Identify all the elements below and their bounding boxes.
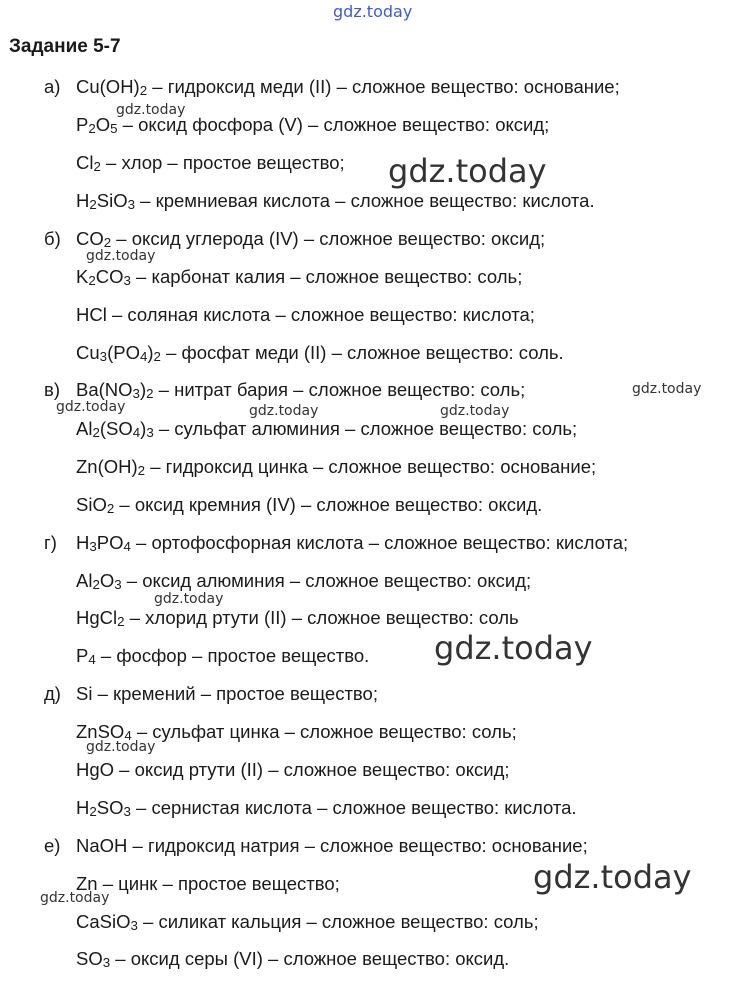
chemical-formula: Si (76, 683, 93, 704)
watermark: gdz.today (56, 399, 126, 415)
chemical-formula: $Zn(OH)_2$ (76, 456, 146, 478)
formula-description: – силикат кальция – сложное вещество: соль; (137, 911, 539, 932)
section-a-label: а) (44, 76, 61, 97)
answer-line-v4 (76, 494, 542, 516)
chemical-formula: HgO (76, 759, 115, 780)
answer-line-g3 (76, 607, 519, 629)
chemical-formula: HgCl$_2$ (76, 607, 125, 629)
chemical-formula: $P_4$ (76, 645, 96, 667)
chemical-formula: $Ba(NO_3)_2$ (76, 379, 154, 401)
chemical-formula: $P_2O_5$ (76, 114, 118, 136)
answer-line-e2 (76, 873, 340, 895)
watermark: gdz.today (434, 629, 593, 667)
chemical-formula: ZnSO$_4$ (76, 721, 132, 743)
watermark: gdz.today (440, 403, 510, 419)
formula-description: – кремниевая кислота – сложное вещество: кислота. (135, 190, 595, 211)
answer-line-b3 (76, 304, 535, 326)
formula-description: – оксид ртути (II) – сложное вещество: оксид; (114, 759, 510, 780)
formula-description: – соляная кислота – сложное вещество: кислота; (106, 304, 535, 325)
answer-line-a3 (76, 152, 345, 174)
answer-line-v1 (76, 379, 525, 401)
chemical-formula: HCl (76, 304, 107, 325)
watermark: gdz.today (86, 248, 156, 264)
formula-description: – оксид углерода (IV) – сложное вещество: оксид; (111, 228, 546, 249)
formula-description: – оксид серы (VI) – сложное вещество: оксид. (110, 948, 510, 969)
answer-line-e1 (76, 835, 588, 857)
answer-line-a1 (76, 76, 620, 98)
section-v-label: в) (44, 379, 60, 400)
watermark: gdz.today (116, 102, 186, 118)
chemical-formula: $SO_3$ (76, 948, 111, 970)
chemical-formula: $Cu_3(PO_4)_2$ (76, 342, 161, 364)
answer-line-d1 (76, 683, 378, 705)
formula-description: – ортофосфорная кислота – сложное вещество: кислота; (130, 532, 629, 553)
section-b-label: б) (44, 228, 61, 249)
chemical-formula: $Cu(OH)_2$ (76, 76, 148, 98)
watermark-top: gdz.today (333, 2, 413, 21)
watermark: gdz.today (40, 890, 110, 906)
chemical-formula: Zn (76, 873, 98, 894)
answer-line-b4 (76, 342, 564, 364)
formula-description: – гидроксид меди (II) – сложное вещество: основание; (147, 76, 620, 97)
answer-line-e4 (76, 948, 509, 970)
answer-line-g2 (76, 570, 531, 592)
chemical-formula: NaOH (76, 835, 128, 856)
formula-description: – фосфат меди (II) – сложное вещество: соль. (160, 342, 564, 363)
chemical-formula: $H_2SO_3$ (76, 797, 131, 819)
watermark: gdz.today (154, 591, 224, 607)
watermark: gdz.today (388, 152, 547, 190)
formula-description: – сульфат цинка – сложное вещество: соль; (131, 721, 517, 742)
formula-description: – карбонат калия – сложное вещество: соль; (130, 266, 523, 287)
chemical-formula: $H_3PO_4$ (76, 532, 131, 554)
formula-description: – хлор – простое вещество; (100, 152, 345, 173)
answer-line-d3 (76, 759, 510, 781)
formula-description: – гидроксид цинка – сложное вещество: основание; (145, 456, 597, 477)
formula-description: – нитрат бария – сложное вещество: соль; (153, 379, 526, 400)
formula-description: – хлорид ртути (II) – сложное вещество: соль (124, 607, 519, 628)
answer-line-g4 (76, 645, 369, 667)
chemical-formula: $Cl_2$ (76, 152, 101, 174)
answer-line-d4 (76, 797, 577, 819)
watermark: gdz.today (533, 858, 692, 896)
chemical-formula: SiO$_2$ (76, 494, 115, 516)
formula-description: – сернистая кислота – сложное вещество: кислота. (130, 797, 577, 818)
answer-line-e3 (76, 911, 539, 933)
chemical-formula: CaSiO$_3$ (76, 911, 138, 933)
formula-description: – сульфат алюминия – сложное вещество: соль; (153, 418, 578, 439)
formula-description: – оксид фосфора (V) – сложное вещество: оксид; (117, 114, 550, 135)
chemical-formula: $K_2CO_3$ (76, 266, 131, 288)
formula-description: – фосфор – простое вещество. (95, 645, 370, 666)
formula-description: – кремений – простое вещество; (92, 683, 378, 704)
answer-line-g1 (76, 532, 628, 554)
formula-description: – оксид алюминия – сложное вещество: оксид; (121, 570, 532, 591)
chemical-formula: $H_2SiO_3$ (76, 190, 136, 212)
chemical-formula: $CO_2$ (76, 228, 112, 250)
section-e-label: е) (44, 835, 61, 856)
task-title: Задание 5-7 (9, 36, 121, 57)
watermark: gdz.today (632, 381, 702, 397)
answer-line-b2 (76, 266, 522, 288)
chemical-formula: $Al_2O_3$ (76, 570, 122, 592)
watermark: gdz.today (249, 403, 319, 419)
answer-line-v2 (76, 418, 577, 440)
answer-line-b1 (76, 228, 545, 250)
formula-description: – цинк – простое вещество; (97, 873, 340, 894)
chemical-formula: $Al_2(SO_4)_3$ (76, 418, 154, 440)
section-g-label: г) (44, 532, 57, 553)
formula-description: – оксид кремния (IV) – сложное вещество: оксид. (114, 494, 543, 515)
answer-line-a4 (76, 190, 595, 212)
answer-line-v3 (76, 456, 596, 478)
formula-description: – гидроксид натрия – сложное вещество: основание; (127, 835, 588, 856)
section-d-label: д) (44, 683, 61, 704)
watermark: gdz.today (86, 739, 156, 755)
